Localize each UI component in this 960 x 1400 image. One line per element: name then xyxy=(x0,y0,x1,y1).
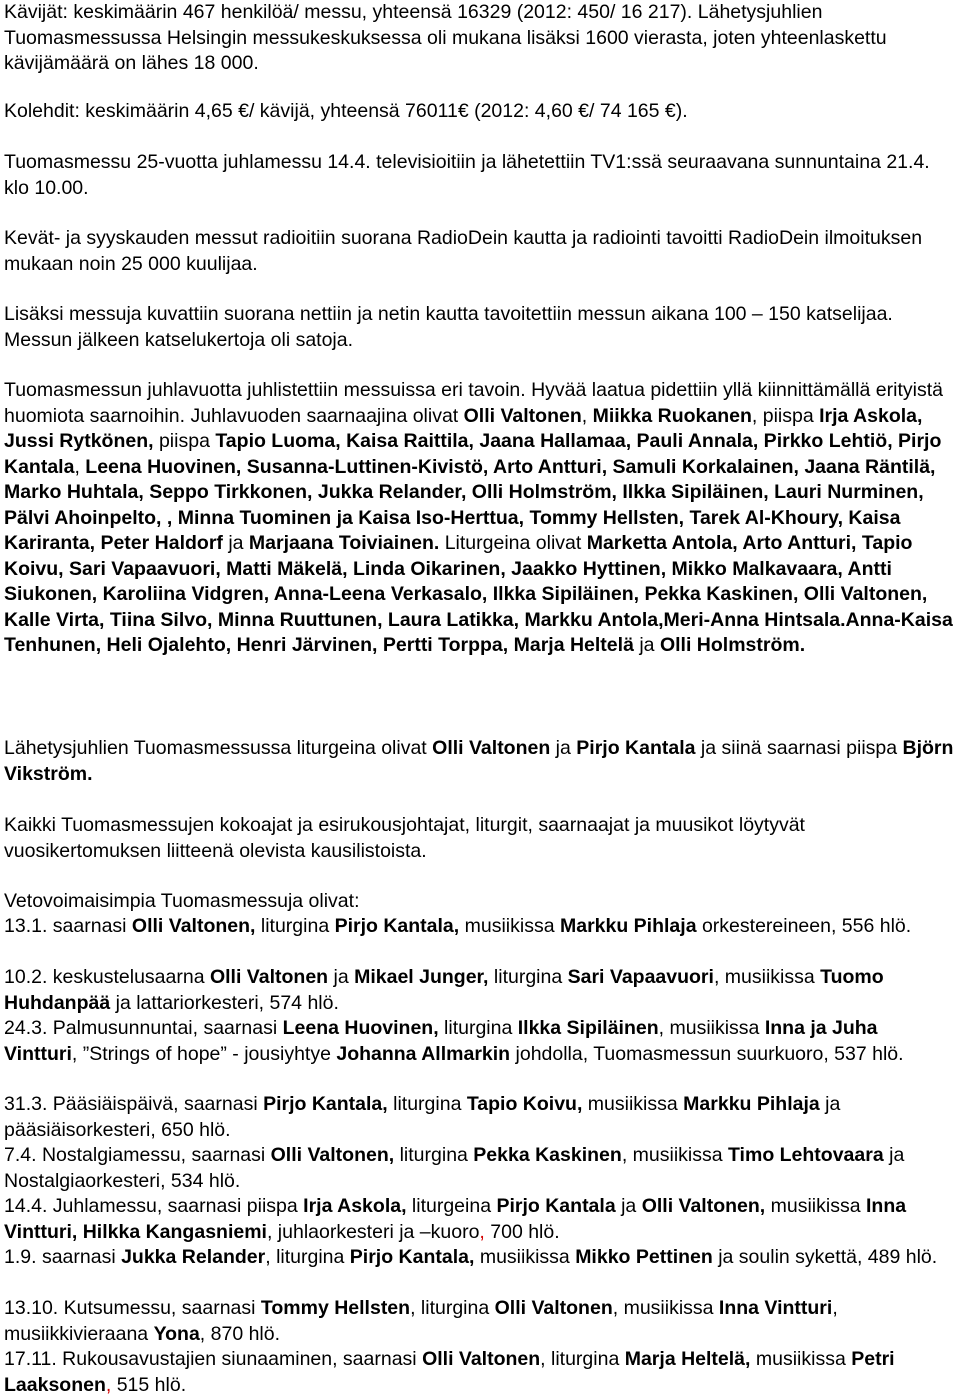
text-run: Kaikki Tuomasmessujen kokoajat ja esirukousjohtajat, liturgit, saarnaajat ja muusikot löytyvät vuosikertomuksen liitteenä olevista kausilistoista. xyxy=(4,814,805,862)
text-run: orkestereineen, 556 hlö. xyxy=(696,915,912,937)
text-run: , juhlaorkesteri ja –kuoro xyxy=(266,1220,480,1243)
bold-text: Leena Huovinen, xyxy=(282,1017,439,1039)
text-run: ja soulin sykettä, 489 hlö. xyxy=(712,1246,938,1268)
paragraph xyxy=(4,1092,954,1143)
bold-text: Marketta Antola, Arto Antturi, Tapio Koivu, Sari Vapaavuori, Matti Mäkelä, Linda Oikarinen, Jaakko Hyttinen, Mikko Malkavaara, Antti Siukonen, Karoliina Vidgren, Anna-Leena Verkasalo, Ilkka Sipiläinen, Pekka Kaskinen, Olli Valtonen, Kalle Virta, Tiina Silvo, Minna Ruuttunen, Laura Latikka, Markku Antola,Meri-Anna Hintsala.Anna-Kaisa Tenhunen, Heli Ojalehto, Henri Järvinen, Pertti Torppa, Marja Heltelä xyxy=(4,532,953,656)
text-run: musiikissa xyxy=(765,1195,866,1217)
text-run: 1.9. saarnasi xyxy=(4,1246,122,1268)
bold-text: Pirjo Kantala xyxy=(496,1195,616,1217)
text-run: musiikissa xyxy=(582,1093,684,1115)
text-run: 13.10. Kutsumessu, saarnasi xyxy=(4,1297,261,1319)
text-run: liturgina xyxy=(387,1093,467,1115)
text-run: , piispa xyxy=(751,404,820,427)
text-run: ja siinä saarnasi piispa xyxy=(695,737,903,759)
text-run: 10.2. keskustelusaarna xyxy=(4,966,210,988)
bold-text: Tapio Luoma, Kaisa Raittila, Jaana Hallamaa, Pauli Annala, Pirkko Lehtiö, Pirjo Kantala xyxy=(4,430,942,478)
text-run: Kevät- ja syyskauden messut radioitiin suorana RadioDein kautta ja radiointi tavoitti RadioDein ilmoituksen mukaan noin 25 000 kuulijaa. xyxy=(4,227,923,275)
text-run: liturgeina xyxy=(406,1195,497,1217)
bold-text: Timo Lehtovaara xyxy=(728,1144,884,1166)
paragraph xyxy=(4,99,954,125)
text-run: liturgina xyxy=(438,1017,518,1039)
bold-text: Markku Pihlaja xyxy=(683,1093,820,1115)
text-run: , xyxy=(74,455,86,478)
text-run: , musiikissa xyxy=(612,1297,719,1319)
text-run: ja lattariorkesteri, 574 hlö. xyxy=(110,991,339,1014)
paragraph xyxy=(4,889,954,915)
paragraph xyxy=(4,1347,954,1398)
text-run: 14.4. Juhlamessu, saarnasi piispa xyxy=(4,1195,304,1217)
bold-text: Markku Pihlaja xyxy=(559,915,697,937)
bold-text: Olli Valtonen xyxy=(463,404,582,427)
text-run: , xyxy=(581,404,593,427)
text-run: liturgina xyxy=(255,915,335,937)
bold-text: Mikko Pettinen xyxy=(575,1246,713,1268)
text-run: Kävijät: keskimäärin 467 henkilöä/ messu, yhteensä 16329 (2012: 450/ 16 217). Lähetysjuhlien Tuomasmessussa Helsingin messukeskuksessa oli mukana lisäksi 1600 vierasta, joten yhteenlaskettu kävijämäärä on lähes 18 000. xyxy=(4,1,887,74)
bold-text: Yona xyxy=(153,1322,200,1345)
bold-text: Tommy Hellsten xyxy=(260,1297,411,1319)
text-run: , musiikissa xyxy=(621,1144,728,1166)
text-run: ja xyxy=(615,1195,642,1217)
text-run: , musiikissa xyxy=(658,1017,765,1039)
text-run: Lähetysjuhlien Tuomasmessussa liturgeina olivat xyxy=(4,737,433,759)
bold-text: Johanna Allmarkin xyxy=(336,1042,511,1065)
paragraph xyxy=(4,150,954,201)
paragraph xyxy=(4,378,954,659)
text-run: 7.4. Nostalgiamessu, saarnasi xyxy=(4,1144,271,1166)
text-run: 700 hlö. xyxy=(484,1220,560,1243)
paragraph xyxy=(4,1143,954,1194)
text-run: ja Nostalgiaorkesteri, 534 hlö. xyxy=(4,1144,905,1192)
bold-text: Olli Valtonen xyxy=(432,737,551,759)
bold-text: Björn Vikström. xyxy=(4,737,954,785)
text-run: ja pääsiäisorkesteri, 650 hlö. xyxy=(4,1093,841,1141)
bold-text: Inna ja Juha Vintturi xyxy=(4,1017,878,1065)
text-run: 17.11. Rukousavustajien siunaaminen, saarnasi xyxy=(4,1348,423,1370)
bold-text: Olli Valtonen xyxy=(494,1297,613,1319)
text-run: , musiikkivieraana xyxy=(4,1297,838,1345)
text-run: johdolla, Tuomasmessun suurkuoro, 537 hlö. xyxy=(510,1042,904,1065)
bold-text: Inna Vintturi xyxy=(718,1297,833,1319)
paragraph xyxy=(4,914,954,940)
bold-text: Olli Valtonen, xyxy=(270,1144,395,1166)
bold-text: Pirjo Kantala, xyxy=(334,915,460,937)
bold-text: Tapio Koivu, xyxy=(466,1093,583,1115)
text-run: 13.1. saarnasi xyxy=(4,915,132,937)
text-run: 515 hlö. xyxy=(111,1373,187,1396)
text-run: Lisäksi messuja kuvattiin suorana nettiin ja netin kautta tavoitettiin messun aikana 100 – 150 katselijaa. Messun jälkeen katselukertoja oli satoja. xyxy=(4,303,893,351)
text-run: musiikissa xyxy=(459,915,560,937)
text-run: Tuomasmessu 25-vuotta juhlamessu 14.4. televisioitiin ja lähetettiin TV1:ssä seuraavana sunnuntaina 21.4. klo 10.00. xyxy=(4,151,930,199)
text-run: musiikissa xyxy=(474,1246,576,1268)
bold-text: Jukka Relander xyxy=(121,1246,266,1268)
text-run: , musiikissa xyxy=(713,966,821,988)
text-run: , ”Strings of hope” - jousiyhtye xyxy=(71,1042,337,1065)
bold-text: Mikael Junger, xyxy=(354,966,489,988)
bold-text: Petri Laaksonen xyxy=(4,1348,895,1396)
bold-text: Pirjo Kantala xyxy=(576,737,696,759)
bold-text: Pirjo Kantala, xyxy=(263,1093,388,1115)
paragraph xyxy=(4,1296,954,1347)
bold-text: Sari Vapaavuori xyxy=(567,966,714,988)
text-run: 31.3. Pääsiäispäivä, saarnasi xyxy=(4,1093,264,1115)
text-run: liturgina xyxy=(488,966,568,988)
bold-text: Irja Askola, xyxy=(303,1195,407,1217)
text-run: , 870 hlö. xyxy=(199,1322,281,1345)
paragraph xyxy=(4,0,954,77)
text-run: liturgina xyxy=(394,1144,474,1166)
text-run: Liturgeina olivat xyxy=(439,532,587,554)
text-run: Tuomasmessun juhlavuotta juhlistettiin messuissa eri tavoin. Hyvää laatua pidettiin yllä kiinnittämällä erityistä huomiota saarnoihin. Juhlavuoden saarnaajina olivat xyxy=(4,379,943,427)
paragraph xyxy=(4,302,954,353)
bold-text: Inna Vintturi, Hilkka Kangasniemi xyxy=(4,1195,907,1243)
bold-text: Irja Askola, Jussi Rytkönen, xyxy=(4,404,923,452)
text-run: , liturgina xyxy=(265,1246,350,1268)
paragraph xyxy=(4,1245,954,1271)
text-run: Kolehdit: keskimäärin 4,65 €/ kävijä, yhteensä 76011€ (2012: 4,60 €/ 74 165 €). xyxy=(4,100,688,122)
paragraph xyxy=(4,226,954,277)
paragraph xyxy=(4,736,954,787)
bold-text: Olli Valtonen xyxy=(422,1348,541,1370)
paragraph xyxy=(4,965,954,1016)
bold-text: Miikka Ruokanen xyxy=(592,404,752,427)
paragraph xyxy=(4,1194,954,1245)
red-text: , xyxy=(105,1373,112,1396)
text-run: ja xyxy=(550,737,577,759)
text-run: Vetovoimaisimpia Tuomasmessuja olivat: xyxy=(4,890,360,912)
bold-text: Pekka Kaskinen xyxy=(473,1144,622,1166)
text-run: musiikissa xyxy=(750,1348,852,1370)
bold-text: Olli Valtonen, xyxy=(641,1195,766,1217)
text-run: ja xyxy=(328,966,355,988)
paragraph xyxy=(4,813,954,864)
bold-text: Marja Heltelä, xyxy=(624,1348,751,1370)
text-run: , liturgina xyxy=(540,1348,625,1370)
bold-text: Tuomo Huhdanpää xyxy=(4,966,884,1014)
text-run: , liturgina xyxy=(410,1297,495,1319)
bold-text: Olli Valtonen xyxy=(209,966,329,988)
bold-text: Ilkka Sipiläinen xyxy=(517,1017,659,1039)
text-run: piispa xyxy=(153,430,216,452)
red-text: , xyxy=(479,1220,485,1243)
text-run: ja xyxy=(633,634,660,656)
bold-text: Olli Holmström. xyxy=(659,634,806,656)
text-run: ja xyxy=(222,532,249,554)
bold-text: Olli Valtonen, xyxy=(131,915,256,937)
paragraph xyxy=(4,1016,954,1067)
bold-text: Leena Huovinen, Susanna-Luttinen-Kivistö, Arto Antturi, Samuli Korkalainen, Jaana Räntilä, Marko Huhtala, Seppo Tirkkonen, Jukka Relander, Olli Holmström, Ilkka Sipiläinen, Lauri Nurminen, Pälvi Ahoinpelto, , Minna Tuominen ja Kaisa Iso-Herttua, Tommy Hellsten, Tarek Al-Khoury, Kaisa Kariranta, Peter Haldorf xyxy=(4,455,936,554)
bold-text: Marjaana Toiviainen. xyxy=(248,532,440,554)
text-run: 24.3. Palmusunnuntai, saarnasi xyxy=(4,1017,283,1039)
bold-text: Pirjo Kantala, xyxy=(349,1246,475,1268)
